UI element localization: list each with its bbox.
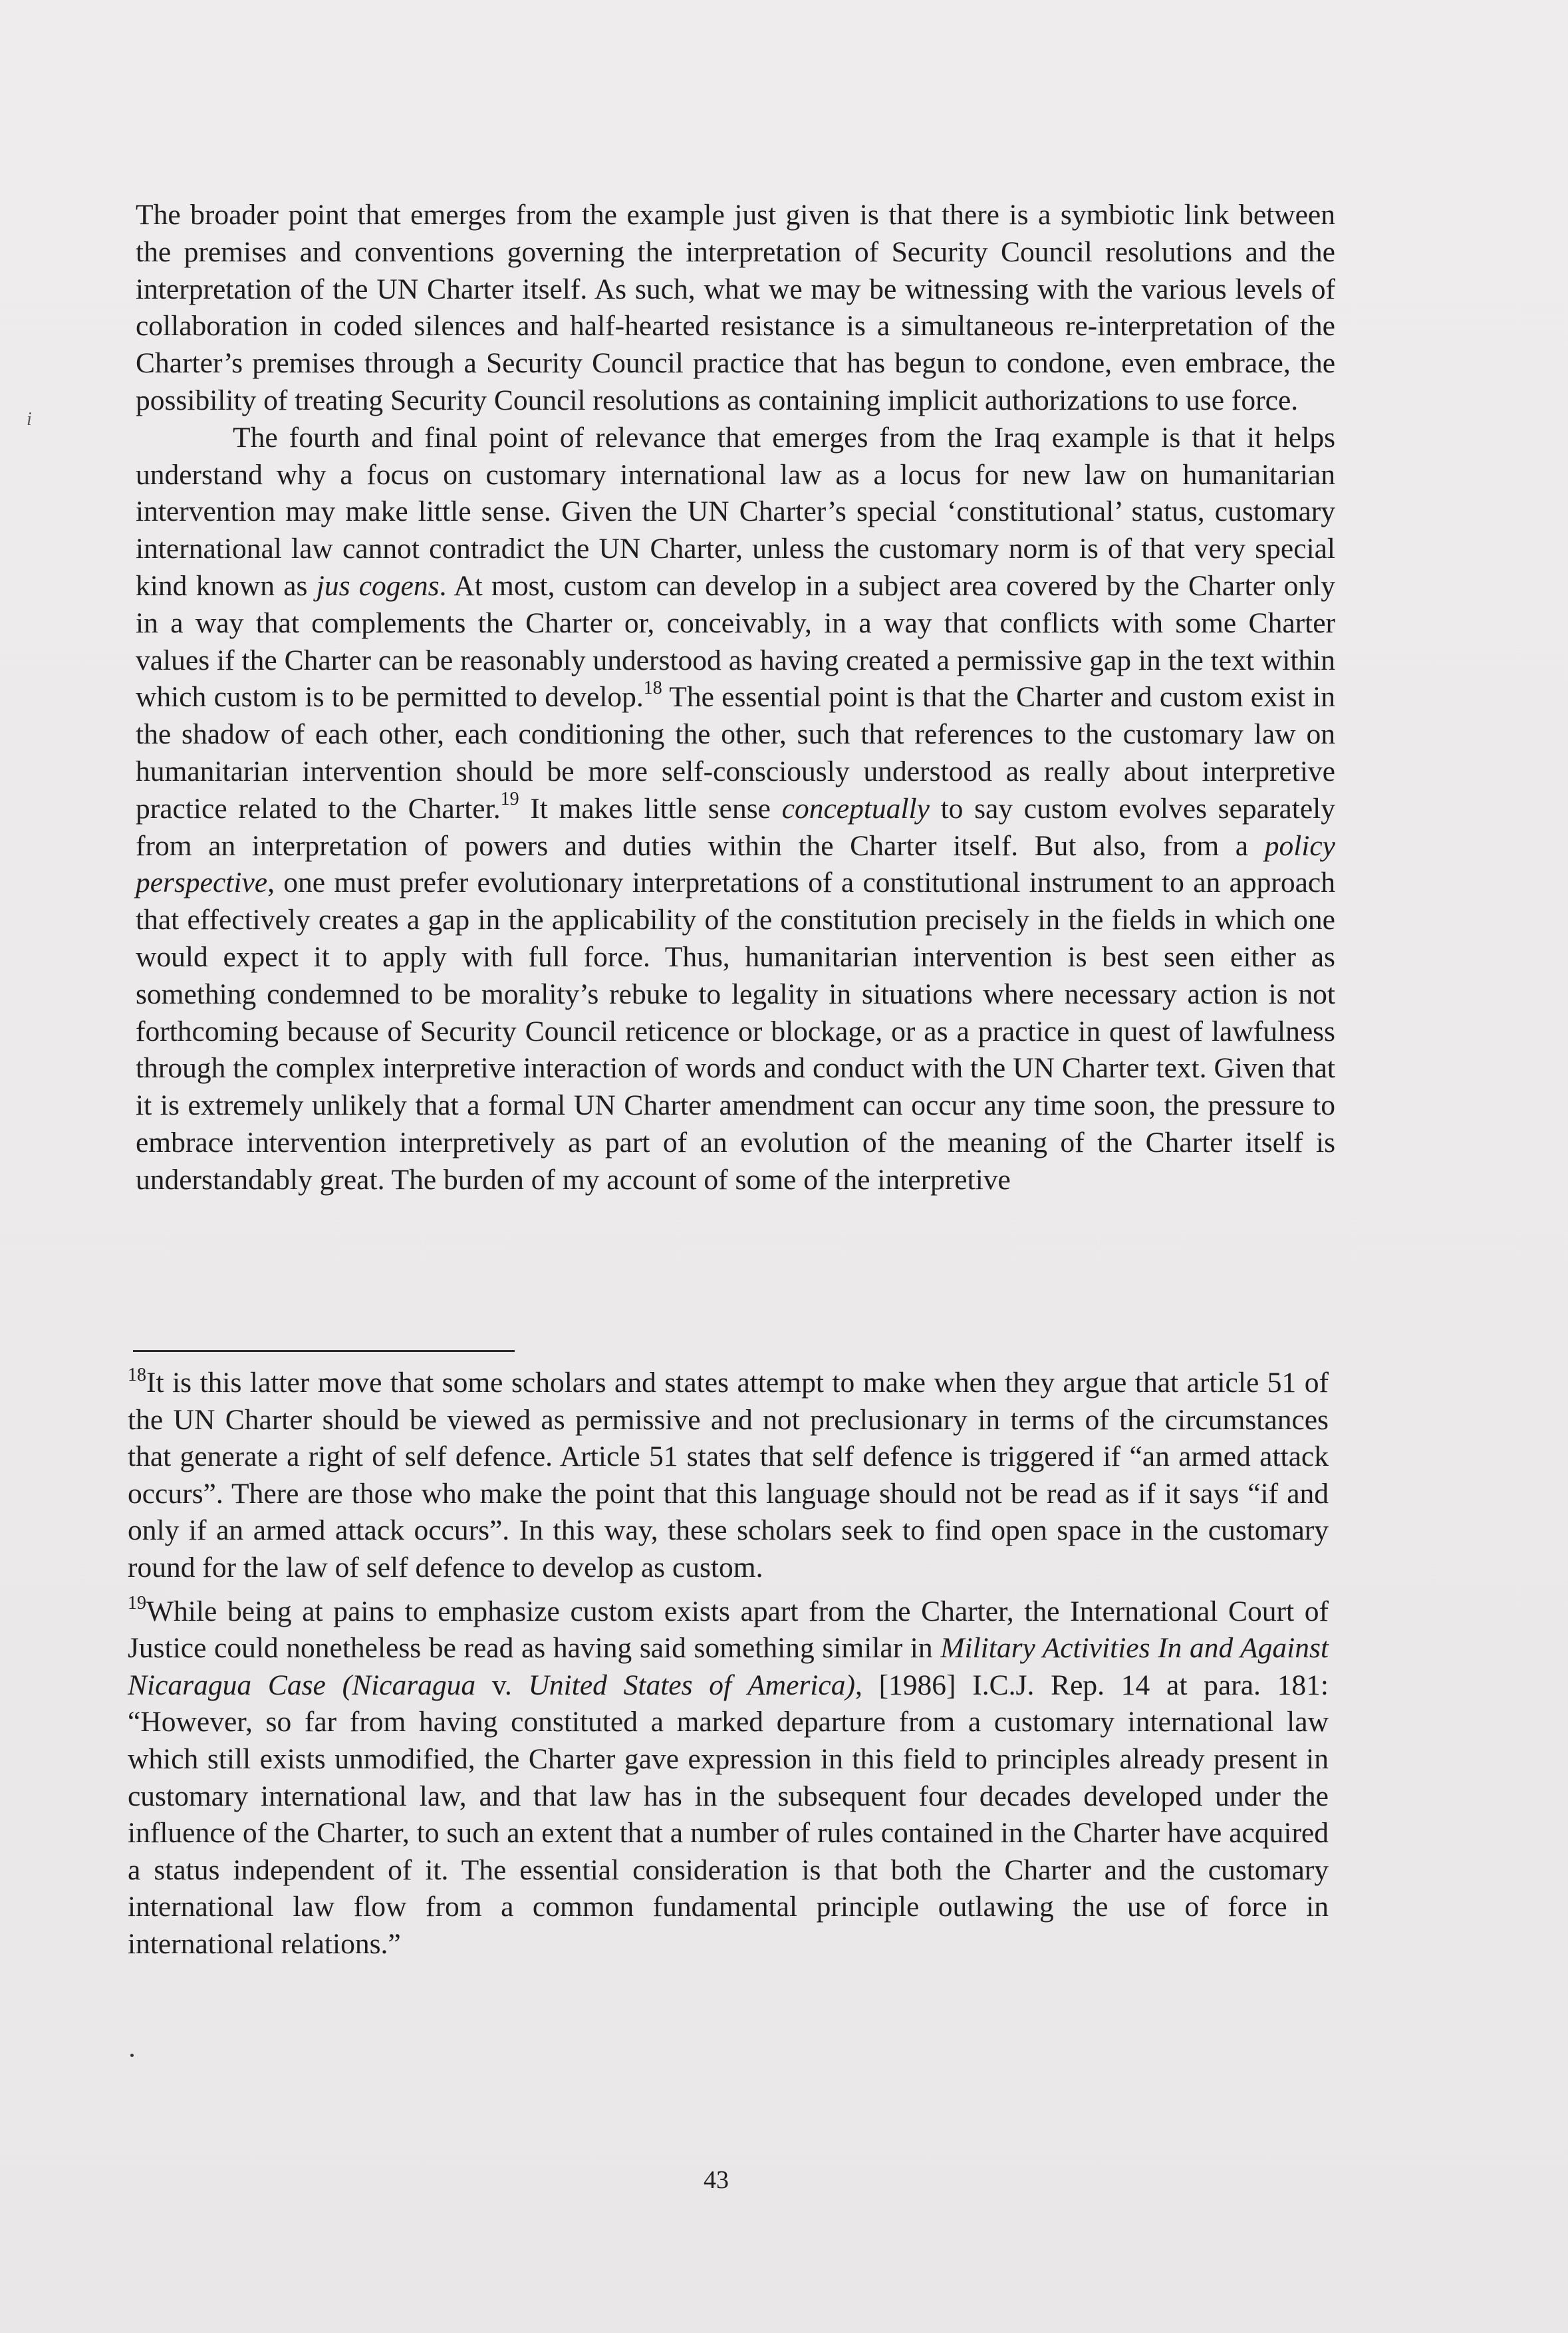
footnote-18 [128,1365,1329,1587]
paragraph-1: The broader point that emerges from the example just given is that there is a symbiotic link between the premises and conventions governing the interpretation of Security Council resolutions and the interpretation of the UN Charter itself. As such, what we may be witnessing with the various levels of collaboration in coded silences and half-hearted resistance is a simultaneous re-interpretation of the Charter’s premises through a Security Council practice that has begun to condone, even embrace, the possibility of treating Security Council resolutions as containing implicit authorizations to use force. [136,199,1335,416]
body-text [136,197,1335,1199]
term-conceptually: conceptually [781,792,930,825]
footnote-19-text-1: While being at pains to emphasize custom exists apart from the Charter, the International Court of Justice could nonetheless be read as having said something similar in [128,1595,1329,1665]
footnote-separator [133,1350,515,1352]
term-policy-perspective: policy perspective [136,829,1335,899]
paragraph-2-text-4: It makes little sense [519,792,782,825]
footnote-number-19: 19 [128,1593,146,1614]
stray-dot [130,2054,134,2057]
paragraph-2 [136,420,1335,1199]
term-jus-cogens: jus cogens [316,569,440,602]
paragraph-2-text-5: to say custom evolves separately from an interpretation of powers and duties within the Charter itself. But also, from a [136,792,1335,862]
footnote-18-text: It is this latter move that some scholars and states attempt to make when they argue that article 51 of the UN Charter should be viewed as permissive and not preclusionary in terms of the circumstances that generate a right of self defence. Article 51 states that self defence is triggered if “an armed attack occurs”. There are those who make the point that this language should not be read as if it says “if and only if an armed attack occurs”. In this way, these scholars seek to find open space in the customary round for the law of self defence to develop as custom. [128,1367,1329,1583]
footnote-19-text-2: , [1986] I.C.J. Rep. 14 at para. 181: “However, so far from having constituted a marked departure from a customary international law which still exists unmodified, the Charter gave expression in this field to principles already present in customary international law, and that law has in the subsequent four decades developed under the influence of the Charter, to such an extent that a number of rules contained in the Charter have acquired a status independent of it. The essential consideration is that both the Charter and the customary international law flow from a common fundamental principle outlawing the use of force in international relations.” [128,1669,1329,1960]
case-name-part-1: Military Activities In and Against Nicaragua Case (Nicaragua [128,1632,1329,1701]
page-number: 43 [704,2166,729,2194]
footnote-number-18: 18 [128,1364,146,1385]
paragraph-2-text-1: The fourth and final point of relevance that emerges from the Iraq example is that it helps understand why a focus on customary international law as a locus for new law on humanitarian intervention may make little sense. Given the UN Charter’s special ‘constitutional’ status, customary international law cannot contradict the UN Charter, unless the customary norm is of that very special kind known as [136,421,1335,602]
paragraph-2-text-2: . At most, custom can develop in a subject area covered by the Charter only in a way that complements the Charter or, conceivably, in a way that conflicts with some Charter values if the Charter can be reasonably understood as having created a permissive gap in the text within which custom is to be permitted to develop. [136,569,1335,714]
footnote-19 [128,1593,1329,1963]
footnote-ref-18[interactable]: 18 [643,677,662,698]
case-name-part-2: United States of America) [528,1669,855,1701]
case-versus: v. [475,1669,529,1701]
margin-mark: i [27,409,32,430]
paragraph-2-text-6: , one must prefer evolutionary interpretations of a constitutional instrument to an approach that effectively creates a gap in the applicability of the constitution precisely in the fields in which one would expect it to apply with full force. Thus, humanitarian intervention is best seen either as something condemned to be morality’s rebuke to legality in situations where necessary action is not forthcoming because of Security Council reticence or blockage, or as a practice in quest of lawfulness through the complex interpretive interaction of words and conduct with the UN Charter text. Given that it is extremely unlikely that a formal UN Charter amendment can occur any time soon, the pressure to embrace intervention interpretively as part of an evolution of the meaning of the Charter itself is understandably great. The burden of my account of some of the interpretive [136,867,1335,1196]
paragraph-2-text-3: The essential point is that the Charter and custom exist in the shadow of each other, each conditioning the other, such that references to the customary law on humanitarian intervention should be more self-consciously understood as really about interpretive practice related to the Charter. [136,681,1335,825]
footnotes [128,1365,1329,1970]
footnote-ref-19[interactable]: 19 [500,789,519,810]
